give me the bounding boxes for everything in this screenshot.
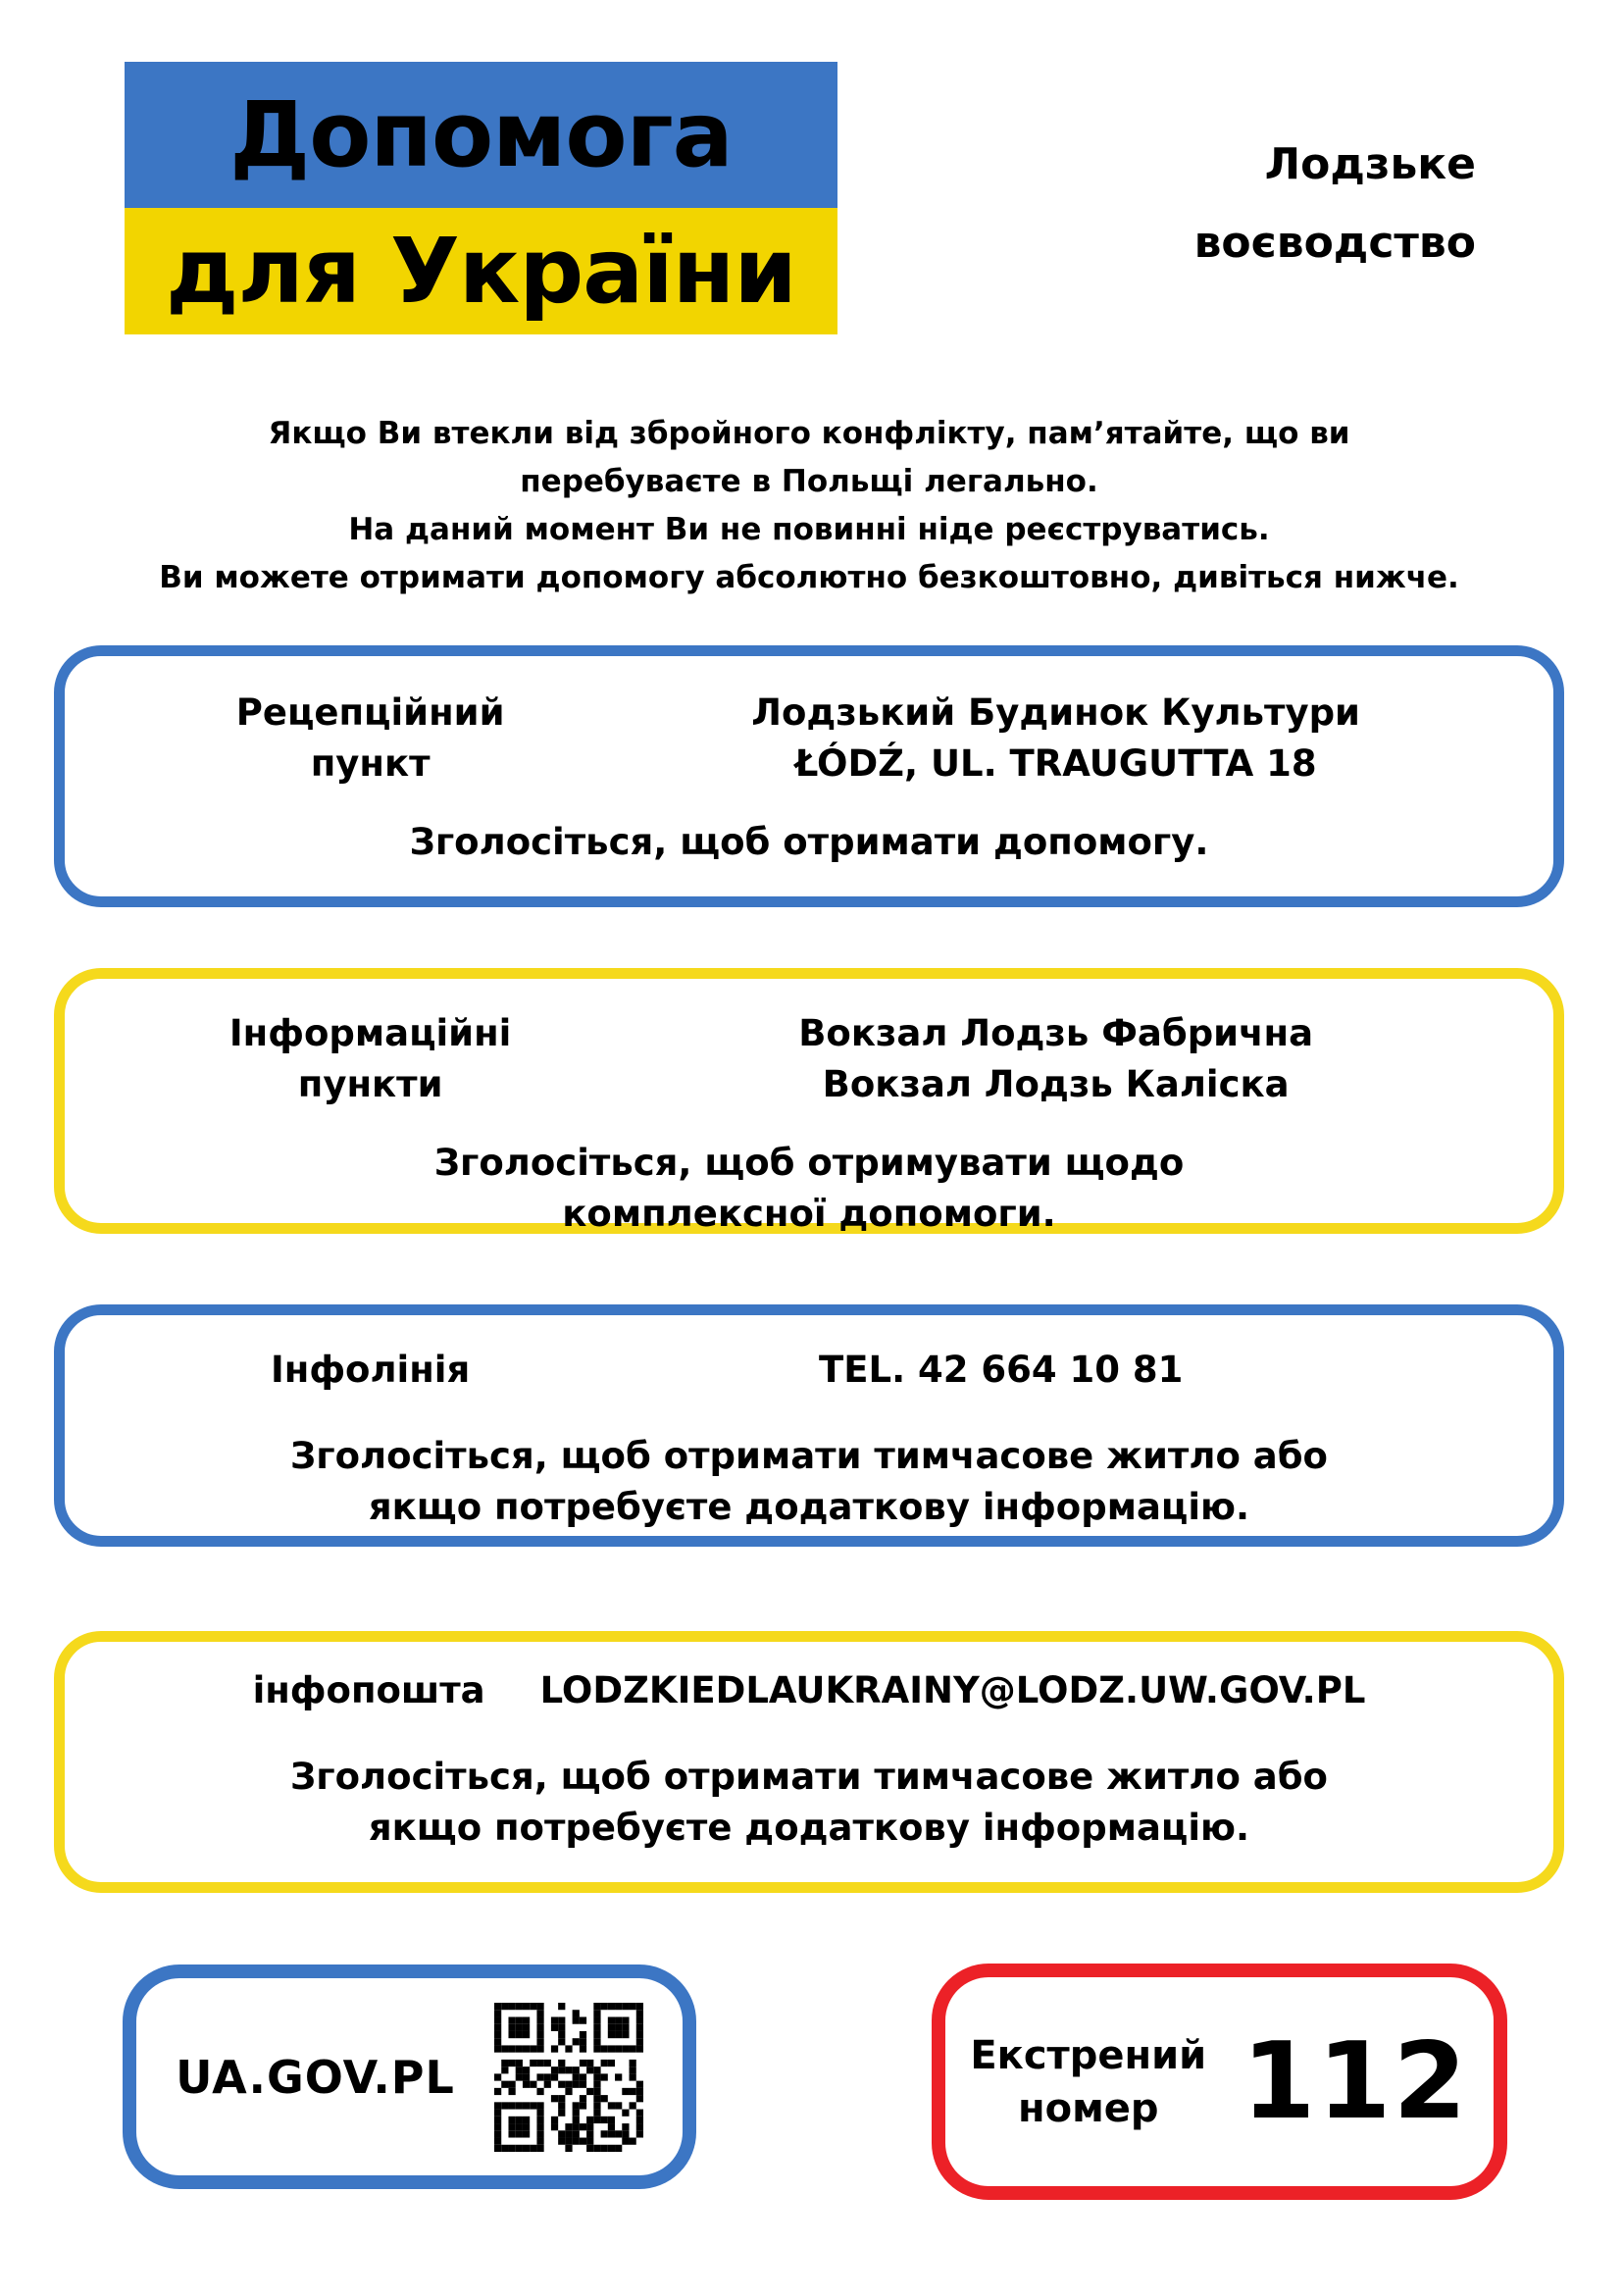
information-points-box	[54, 968, 1564, 1234]
website-url: UA.GOV.PL	[176, 2050, 455, 2104]
infoline-note	[65, 1431, 1553, 1533]
infoline-note-line2: якщо потребуєте додаткову інформацію.	[368, 1486, 1250, 1528]
info-note-line2: комплексної допомоги.	[562, 1193, 1056, 1235]
infomail-box	[54, 1631, 1564, 1893]
infoline-label-line1: Інфолінія	[271, 1349, 471, 1391]
flag-header	[125, 62, 837, 334]
information-points-note	[65, 1138, 1553, 1240]
reception-point-label	[124, 688, 617, 790]
reception-label-line2: пункт	[310, 742, 431, 785]
emergency-number-value: 112	[1242, 2020, 1469, 2143]
infoline-phone	[617, 1345, 1385, 1396]
infoline-box	[54, 1304, 1564, 1547]
flag-blue-band	[125, 62, 837, 208]
emergency-number-box	[932, 1964, 1507, 2200]
region-name	[1194, 126, 1476, 282]
information-points-stations	[617, 1008, 1495, 1110]
intro-line-2: перебуваєте в Польщі легально.	[520, 464, 1098, 499]
infoline-note-line1: Зголосіться, щоб отримати тимчасове житло або	[290, 1435, 1328, 1477]
website-box	[123, 1964, 696, 2189]
poster-title-line1: Допомога	[229, 82, 733, 187]
intro-line-1: Якщо Ви втекли від збройного конфлікту, пам’ятайте, що ви	[268, 416, 1350, 451]
information-points-label	[124, 1008, 617, 1110]
reception-label-line1: Рецепційний	[235, 691, 505, 734]
region-line1: Лодзьке	[1264, 139, 1476, 189]
intro-text	[59, 410, 1559, 602]
intro-line-3: На даний момент Ви не повинні ніде реєструватись.	[348, 512, 1270, 547]
infoline-phone-number: TEL. 42 664 10 81	[819, 1349, 1184, 1391]
info-station-line1: Вокзал Лодзь Фабрична	[798, 1012, 1314, 1054]
poster-title-line2: для України	[166, 219, 796, 324]
infomail-note-line2: якщо потребуєте додаткову інформацію.	[368, 1807, 1250, 1849]
infomail-label: інфопошта	[252, 1669, 485, 1711]
infomail-email-address: LODZKIEDLAUKRAINY@LODZ.UW.GOV.PL	[539, 1669, 1366, 1711]
infoline-label	[124, 1345, 617, 1396]
emergency-label-line2: номер	[1017, 2085, 1159, 2131]
region-line2: воєводство	[1193, 218, 1476, 268]
emergency-number-label	[970, 2029, 1206, 2135]
emergency-label-line1: Екстрений	[970, 2032, 1207, 2078]
info-label-line2: пункти	[297, 1063, 443, 1105]
qr-code-icon	[494, 2003, 643, 2152]
reception-address-line2: ŁÓDŹ, UL. TRAUGUTTA 18	[794, 742, 1317, 785]
reception-address-line1: Лодзький Будинок Культури	[751, 691, 1360, 734]
reception-point-box	[54, 645, 1564, 907]
flag-yellow-band	[125, 208, 837, 334]
intro-line-4: Ви можете отримати допомогу абсолютно безкоштовно, дивіться нижче.	[159, 560, 1459, 595]
infomail-note	[65, 1752, 1553, 1854]
infomail-note-line1: Зголосіться, щоб отримати тимчасове житло або	[290, 1756, 1328, 1798]
info-station-line2: Вокзал Лодзь Каліска	[822, 1063, 1290, 1105]
reception-note-line1: Зголосіться, щоб отримати допомогу.	[409, 821, 1209, 863]
info-label-line1: Інформаційні	[228, 1012, 512, 1054]
info-note-line1: Зголосіться, щоб отримувати щодо	[433, 1142, 1185, 1184]
reception-point-address	[617, 688, 1495, 790]
reception-point-note	[65, 817, 1553, 868]
